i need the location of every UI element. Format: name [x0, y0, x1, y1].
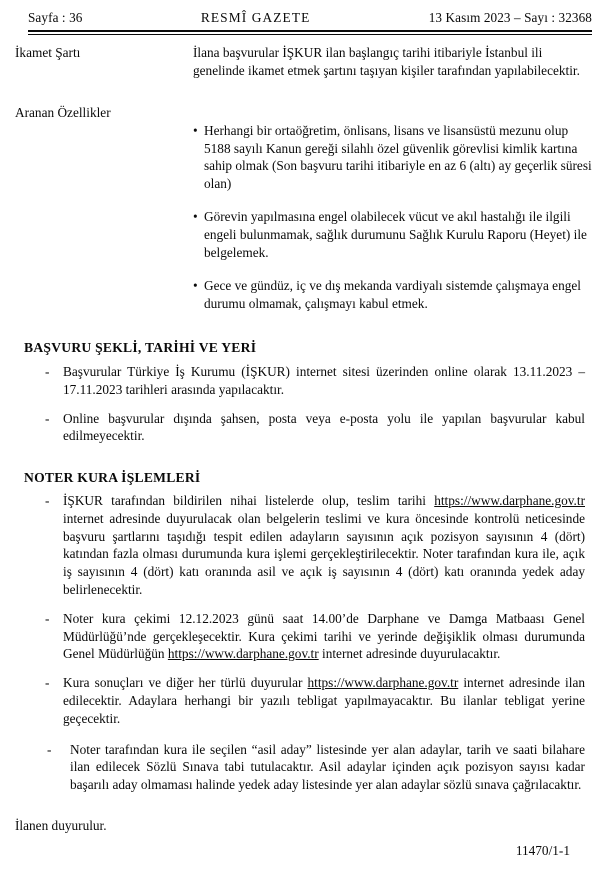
list-item	[45, 363, 585, 399]
list-item	[47, 741, 585, 794]
list-item	[45, 610, 585, 663]
text-run: Kura sonuçları ve diğer her türlü duyurular	[63, 675, 308, 691]
list-item	[45, 492, 585, 599]
closing-statement: İlanen duyurulur.	[15, 818, 107, 833]
qualification-item	[193, 208, 593, 261]
section-heading-basvuru: BAŞVURU ŞEKLİ, TARİHİ VE YERİ	[24, 340, 257, 355]
spec-row-residency	[0, 44, 616, 79]
bullet-dot-icon: •	[193, 278, 198, 294]
text-run: Noter kura çekimi 12.12.2023 günü saat 14.00’de Darphane ve Damga Matbaası Genel Müdürlüğü’nde gerçekleşecektir. Kura çekimi tarihi ve yerinde değişiklik olması durumunda Genel Müdürlüğün	[63, 610, 585, 662]
qualification-text: Gece ve gündüz, iç ve dış mekanda vardiyalı sistemde çalışmaya engel durumu olmamak, çalışmayı kabul etmek.	[204, 278, 581, 311]
qualifications-list	[193, 122, 593, 312]
text-run: internet adresinde ilan edilecektir. Adaylara herhangi bir yazılı tebligat yapılmayacaktır. Bu ilanlar tebligat yerine geçecektir.	[63, 675, 585, 726]
specification-block	[0, 44, 616, 79]
divider-thin-line	[28, 34, 592, 35]
dash-bullet-icon: -	[45, 364, 50, 379]
qualification-text: Görevin yapılmasına engel olabilecek vücut ve akıl hastalığı ile ilgili engeli bulunmamak, sağlık durumunu Sağlık Kurulu Raporu (Heyet) ile belgelemek.	[204, 209, 587, 260]
list-item-text	[70, 742, 585, 793]
header-divider	[28, 30, 592, 35]
list-item-text	[63, 493, 585, 597]
list-item-text	[63, 411, 585, 444]
list-item-text	[63, 675, 585, 726]
text-run: İŞKUR tarafından bildirilen nihai listelerde olup, teslim tarihi	[63, 493, 435, 508]
list-item	[45, 410, 585, 446]
publication-title: RESMÎ GAZETE	[200, 10, 311, 25]
issue-info: 13 Kasım 2023 – Sayı : 32368	[428, 10, 592, 25]
text-run: Başvurular Türkiye İş Kurumu (İŞKUR) internet sitesi üzerinden online olarak 13.11.2023 – 17.11.2023 tarihleri arasında yapılacaktır.	[63, 364, 585, 397]
dash-bullet-icon: -	[45, 410, 50, 426]
list-item-text	[63, 364, 585, 397]
external-link[interactable]: https://www.darphane.gov.tr	[434, 493, 585, 508]
external-link[interactable]: https://www.darphane.gov.tr	[307, 675, 459, 691]
spec-label-residency: İkamet Şartı	[15, 45, 81, 60]
noter-item-list	[45, 492, 585, 794]
bullet-dot-icon: •	[193, 123, 198, 138]
spec-value-residency	[193, 44, 593, 79]
text-run: internet adresinde duyurulacak olan belgelerin teslimi ve kura öncesinde kontrolü neticesinde başvuru şartlarını taşıdığı tespit edilen adayların sayısının açık pozisyon sayısının 4 (dört) katından fazla olması durumunda kura işlemi gerçekleştirilecektir. Noter tarafından kura ile, açık iş sayısının 4 (dört) katı oranında asil ve açık iş sayısının 4 (dört) katı oranında yedek aday belirlenecektir.	[63, 510, 585, 597]
page-header	[28, 10, 592, 26]
section-heading-noter: NOTER KURA İŞLEMLERİ	[24, 470, 201, 485]
qualification-item	[193, 277, 593, 312]
reference-number: 11470/1-1	[515, 843, 570, 858]
spec-row-qualifications	[0, 104, 616, 122]
dash-bullet-icon: -	[45, 610, 50, 626]
dash-bullet-icon: -	[47, 741, 52, 757]
bullet-dot-icon: •	[193, 209, 198, 225]
basvuru-item-list	[45, 363, 585, 445]
specification-block-qualifications	[0, 104, 616, 122]
text-run: internet adresinde duyurulacaktır.	[318, 646, 501, 662]
external-link[interactable]: https://www.darphane.gov.tr	[167, 646, 319, 662]
list-item	[45, 674, 585, 727]
spec-label-qualifications: Aranan Özellikler	[15, 105, 111, 120]
qualification-text: Herhangi bir ortaöğretim, önlisans, lisans ve lisansüstü mezunu olup 5188 sayılı Kanun gereği silahlı özel güvenlik görevlisi kimlik kartına sahip olmak (Son başvuru tarihi itibariyle en az 6 (altı) ay geçerlik süresi olan)	[204, 123, 592, 191]
list-item-text	[63, 611, 585, 662]
dash-bullet-icon: -	[45, 493, 50, 508]
qualification-item	[193, 122, 593, 192]
text-run: Online başvurular dışında şahsen, posta veya e-posta yolu ile yapılan başvurular kabul edilmeyecektir.	[63, 410, 585, 444]
page-number-label: Sayfa : 36	[28, 10, 83, 25]
residency-text: İlana başvurular İŞKUR ilan başlangıç tarihi itibariyle İstanbul ili genelinde ikamet etmek şartını taşıyan kişiler tarafından yapılabilecektir.	[193, 45, 580, 78]
text-run: Noter tarafından kura ile seçilen “asil aday” listesinde yer alan adaylar, tarih ve saati bilahare ilan edilecek Sözlü Sınava tabi tutulacaktır. Asil adaylar içinden açık pozisyon sayısı kadar başarılı aday olmaması halinde yedek aday listesinde yer alan adaylar sözlü sınava çağrılacaktır.	[70, 741, 585, 793]
dash-bullet-icon: -	[45, 675, 50, 691]
